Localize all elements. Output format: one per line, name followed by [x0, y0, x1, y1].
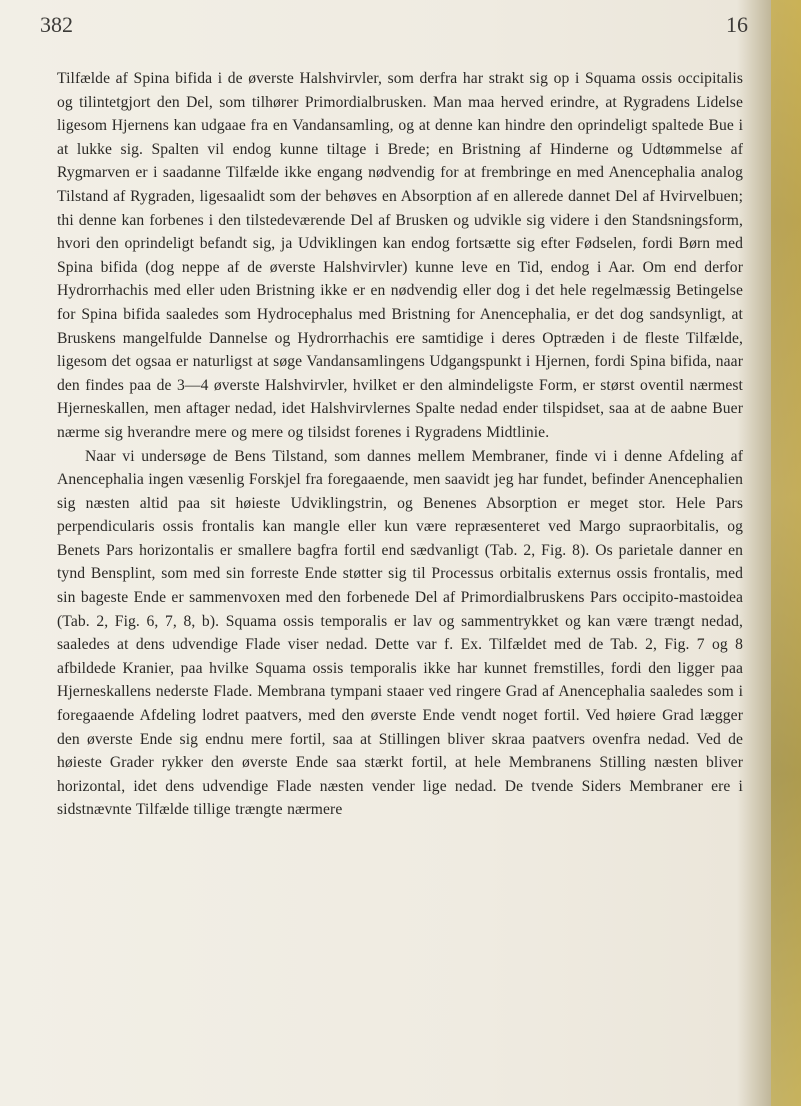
- paragraph-2: Naar vi undersøge de Bens Tilstand, som dannes mellem Membraner, finde vi i denne Afdeling af Anencephalia ingen væsenlig Forskjel fra foregaaende, men saavidt jeg har fundet, befinder Anencephalien sig næsten altid paa sit høieste Udviklingstrin, og Benenes Absorption er meget stor. Hele Pars perpendicularis ossis frontalis kan mangle eller kun være repræsenteret ved Margo supraorbitalis, og Benets Pars horizontalis er smallere bagfra fortil end sædvanligt (Tab. 2, Fig. 8). Os parietale danner en tynd Bensplint, som med sin forreste Ende støtter sig til Processus orbitalis externus ossis frontalis, med sin bageste Ende er sammenvoxen med den forbenede Del af Primordialbruskens Pars occipito-mastoidea (Tab. 2, Fig. 6, 7, 8, b). Squama ossis temporalis er lav og sammentrykket og kan være trængt nedad, saaledes at dens udvendige Flade viser nedad. Dette var f. Ex. Tilfældet med de Tab. 2, Fig. 7 og 8 afbildede Kranier, paa hvilke Squama ossis temporalis ikke har kunnet fremstilles, fordi den ligger paa Hjerneskallens nederste Flade. Membrana tympani staaer ved ringere Grad af Anencephalia saaledes som i foregaaende Afdeling lodret paatvers, med den øverste Ende vendt noget fortil. Ved høiere Grad lægger den øverste Ende sig endnu mere fortil, saa at Stillingen bliver skraa paatvers ovenfra nedad. Ved de høieste Grader rykker den øverste Ende saa stærkt fortil, at hele Membranens Stilling næsten bliver horizontal, idet dens udvendige Flade næsten vender lige nedad. De tvende Siders Membraner ere i sidstnævnte Tilfælde tillige trængte nærmere: [57, 447, 743, 819]
- page-number-left: 382: [40, 12, 73, 37]
- paragraph-1: Tilfælde af Spina bifida i de øverste Halshvirvler, som derfra har strakt sig op i Squama ossis occipitalis og tilintetgjort den Del, som tilhører Primordialbrusken. Man maa herved erindre, at Rygradens Lidelse ligesom Hjernens kan udgaae fra en Vandansamling, og at denne kan hindre den oprindeligt spaltede Bue i at lukke sig. Spalten vil endog kunne tiltage i Brede; en Bristning af Hinderne og Udtømmelse af Rygmarven er i saadanne Tilfælde ikke engang nødvendig for at frembringe en med Anencephalia analog Tilstand af Rygraden, ligesaalidt som der behøves en Absorption af en allerede dannet Del af Hvirvelbuen; thi denne kan forbenes i den tilstedeværende Del af Brusken og udvikle sig videre i den Standsningsform, hvori den oprindeligt befandt sig, ja Udviklingen kan endog fortsætte sig efter Fødselen, fordi Børn med Spina bifida (dog neppe af de øverste Halshvirvler) kunne leve en Tid, endog i Aar. Om end derfor Hydrorrhachis med eller uden Bristning ikke er en nødvendig eller dog i det hele regelmæssig Betingelse for Spina bifida saaledes som Hydrocephalus med Bristning for Anencephalia, er det dog sandsynligt, at Bruskens mangelfulde Dannelse og Hydrorrhachis ere samtidige i deres Optræden i de fleste Tilfælde, ligesom det ogsaa er naturligst at søge Vandansamlingens Udgangspunkt i Hjernen, fordi Spina bifida, naar den findes paa de 3—4 øverste Halshvirvler, hvilket er den almindeligste Form, er størst oventil nærmest Hjerneskallen, men aftager nedad, idet Halshvirvlernes Spalte nedad ender tilspidset, saa at de aabne Buer nærme sig hverandre mere og mere og tilsidst forenes i Rygradens Midtlinie.: [57, 70, 743, 441]
- body-text: [57, 67, 743, 822]
- page-header: [40, 12, 748, 44]
- page-number-right: 16: [726, 12, 748, 37]
- page-edge-binding: [771, 0, 801, 1106]
